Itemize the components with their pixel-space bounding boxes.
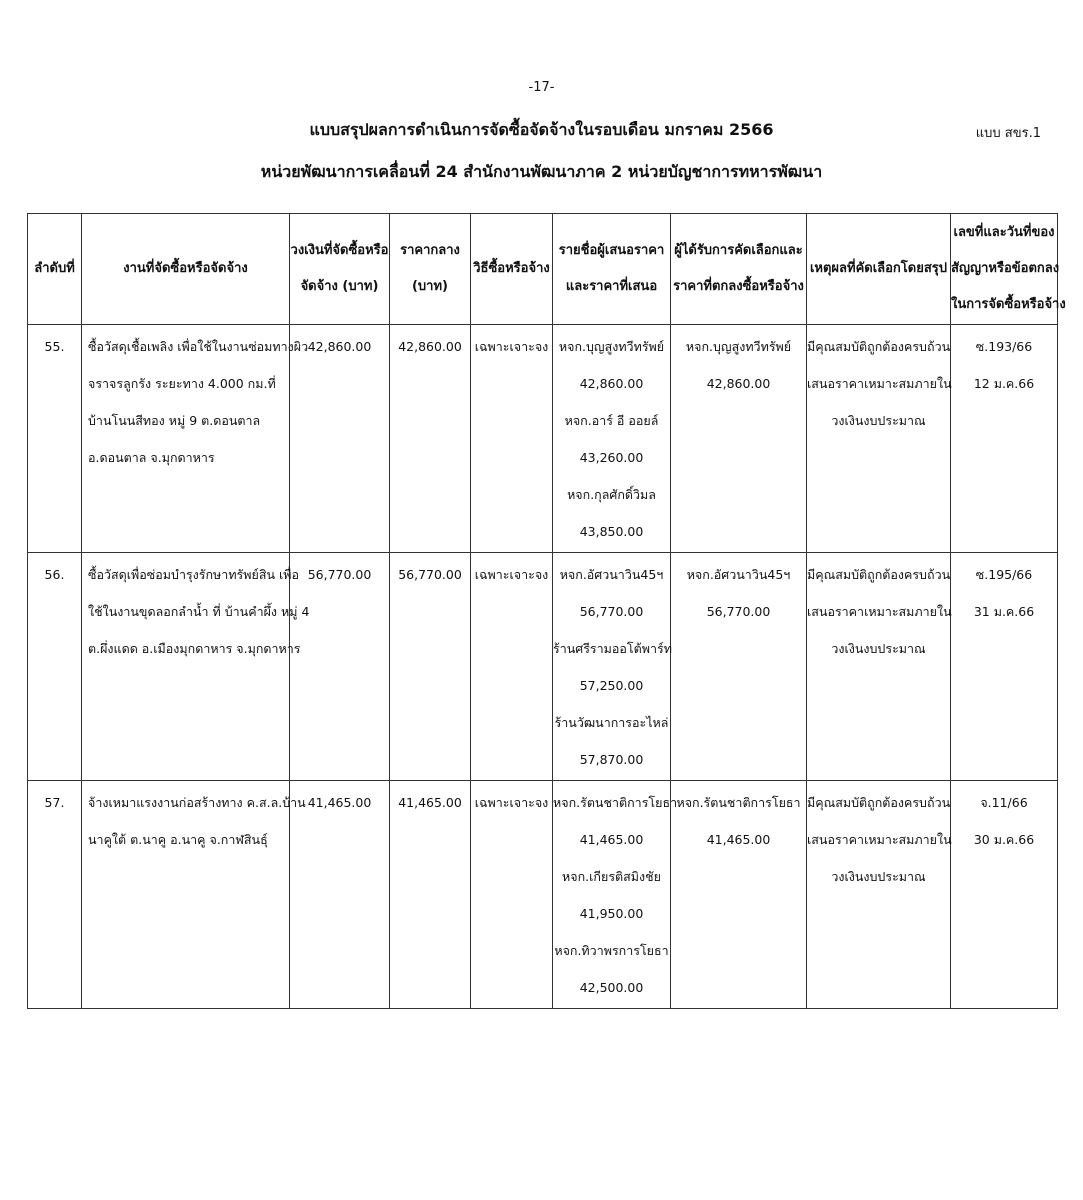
header-reason: เหตุผลที่คัดเลือกโดยสรุป xyxy=(807,214,951,325)
row-no: 55. xyxy=(28,325,82,553)
document-title: แบบสรุปผลการดำเนินการจัดซื้อจัดจ้างในรอบเดือน มกราคม 2566 xyxy=(309,120,774,139)
row-contract: จ.11/66 30 ม.ค.66 xyxy=(951,781,1058,1009)
row-selected: หจก.บุญสูงทวีทรัพย์ 42,860.00 xyxy=(671,325,807,553)
table-row xyxy=(28,553,1058,781)
row-median-price: 42,860.00 xyxy=(390,325,471,553)
table-row xyxy=(28,781,1058,1009)
row-reason: มีคุณสมบัติถูกต้องครบถ้วน เสนอราคาเหมาะสมภายใน วงเงินงบประมาณ xyxy=(807,553,951,781)
row-median-price: 41,465.00 xyxy=(390,781,471,1009)
row-method: เฉพาะเจาะจง xyxy=(471,325,553,553)
row-budget: 56,770.00 xyxy=(290,553,390,781)
header-no: ลำดับที่ xyxy=(28,214,82,325)
row-method: เฉพาะเจาะจง xyxy=(471,781,553,1009)
table-header-row xyxy=(28,214,1058,325)
row-method: เฉพาะเจาะจง xyxy=(471,553,553,781)
header-selected: ผู้ได้รับการคัดเลือกและ ราคาที่ตกลงซื้อหรือจ้าง xyxy=(671,214,807,325)
row-selected: หจก.อัศวนาวิน45ฯ 56,770.00 xyxy=(671,553,807,781)
form-code: แบบ สขร.1 xyxy=(975,126,1041,141)
page-number: -17- xyxy=(528,80,555,95)
header-contract: เลขที่และวันที่ของ สัญญาหรือข้อตกลง ในการจัดซื้อหรือจ้าง xyxy=(951,214,1058,325)
row-bidders: หจก.รัตนชาติการโยธา 41,465.00 หจก.เกียรติสมิงชัย 41,950.00 หจก.ทิวาพรการโยธา 42,500.00 xyxy=(553,781,671,1009)
row-budget: 42,860.00 xyxy=(290,325,390,553)
row-budget: 41,465.00 xyxy=(290,781,390,1009)
row-median-price: 56,770.00 xyxy=(390,553,471,781)
header-work: งานที่จัดซื้อหรือจัดจ้าง xyxy=(82,214,290,325)
row-no: 56. xyxy=(28,553,82,781)
row-work: ซื้อวัสดุเพื่อซ่อมบำรุงรักษาทรัพย์สิน เพื่อ ใช้ในงานขุดลอกลำน้ำ ที่ บ้านคำผึ้ง หมู่ 4 ต.ผึ่งแดด อ.เมืองมุกดาหาร จ.มุกดาหาร xyxy=(82,553,290,781)
header-method: วิธีซื้อหรือจ้าง xyxy=(471,214,553,325)
procurement-summary-table xyxy=(27,213,1066,1009)
table-row xyxy=(28,325,1058,553)
header-bidders: รายชื่อผู้เสนอราคา และราคาที่เสนอ xyxy=(553,214,671,325)
row-contract: ซ.195/66 31 ม.ค.66 xyxy=(951,553,1058,781)
row-reason: มีคุณสมบัติถูกต้องครบถ้วน เสนอราคาเหมาะสมภายใน วงเงินงบประมาณ xyxy=(807,781,951,1009)
row-work: จ้างเหมาแรงงานก่อสร้างทาง ค.ส.ล.บ้าน นาคูใต้ ต.นาคู อ.นาคู จ.กาฬสินธุ์ xyxy=(82,781,290,1009)
row-work: ซื้อวัสดุเชื้อเพลิง เพื่อใช้ในงานซ่อมทางผิว จราจรลูกรัง ระยะทาง 4.000 กม.ที่ บ้านโนนสีทอง หมู่ 9 ต.ดอนตาล อ.ดอนตาล จ.มุกดาหาร xyxy=(82,325,290,553)
header-budget: วงเงินที่จัดซื้อหรือ จัดจ้าง (บาท) xyxy=(290,214,390,325)
row-bidders: หจก.บุญสูงทวีทรัพย์ 42,860.00 หจก.อาร์ อี ออยล์ 43,260.00 หจก.กุลศักดิ์วิมล 43,850.00 xyxy=(553,325,671,553)
row-contract: ซ.193/66 12 ม.ค.66 xyxy=(951,325,1058,553)
row-no: 57. xyxy=(28,781,82,1009)
row-selected: หจก.รัตนชาติการโยธา 41,465.00 xyxy=(671,781,807,1009)
header-median-price: ราคากลาง (บาท) xyxy=(390,214,471,325)
document-subtitle: หน่วยพัฒนาการเคลื่อนที่ 24 สำนักงานพัฒนาภาค 2 หน่วยบัญชาการทหารพัฒนา xyxy=(260,162,823,181)
row-bidders: หจก.อัศวนาวิน45ฯ 56,770.00 ร้านศรีรามออโต้พาร์ท 57,250.00 ร้านวัฒนาการอะไหล่ 57,870.00 xyxy=(553,553,671,781)
row-reason: มีคุณสมบัติถูกต้องครบถ้วน เสนอราคาเหมาะสมภายใน วงเงินงบประมาณ xyxy=(807,325,951,553)
